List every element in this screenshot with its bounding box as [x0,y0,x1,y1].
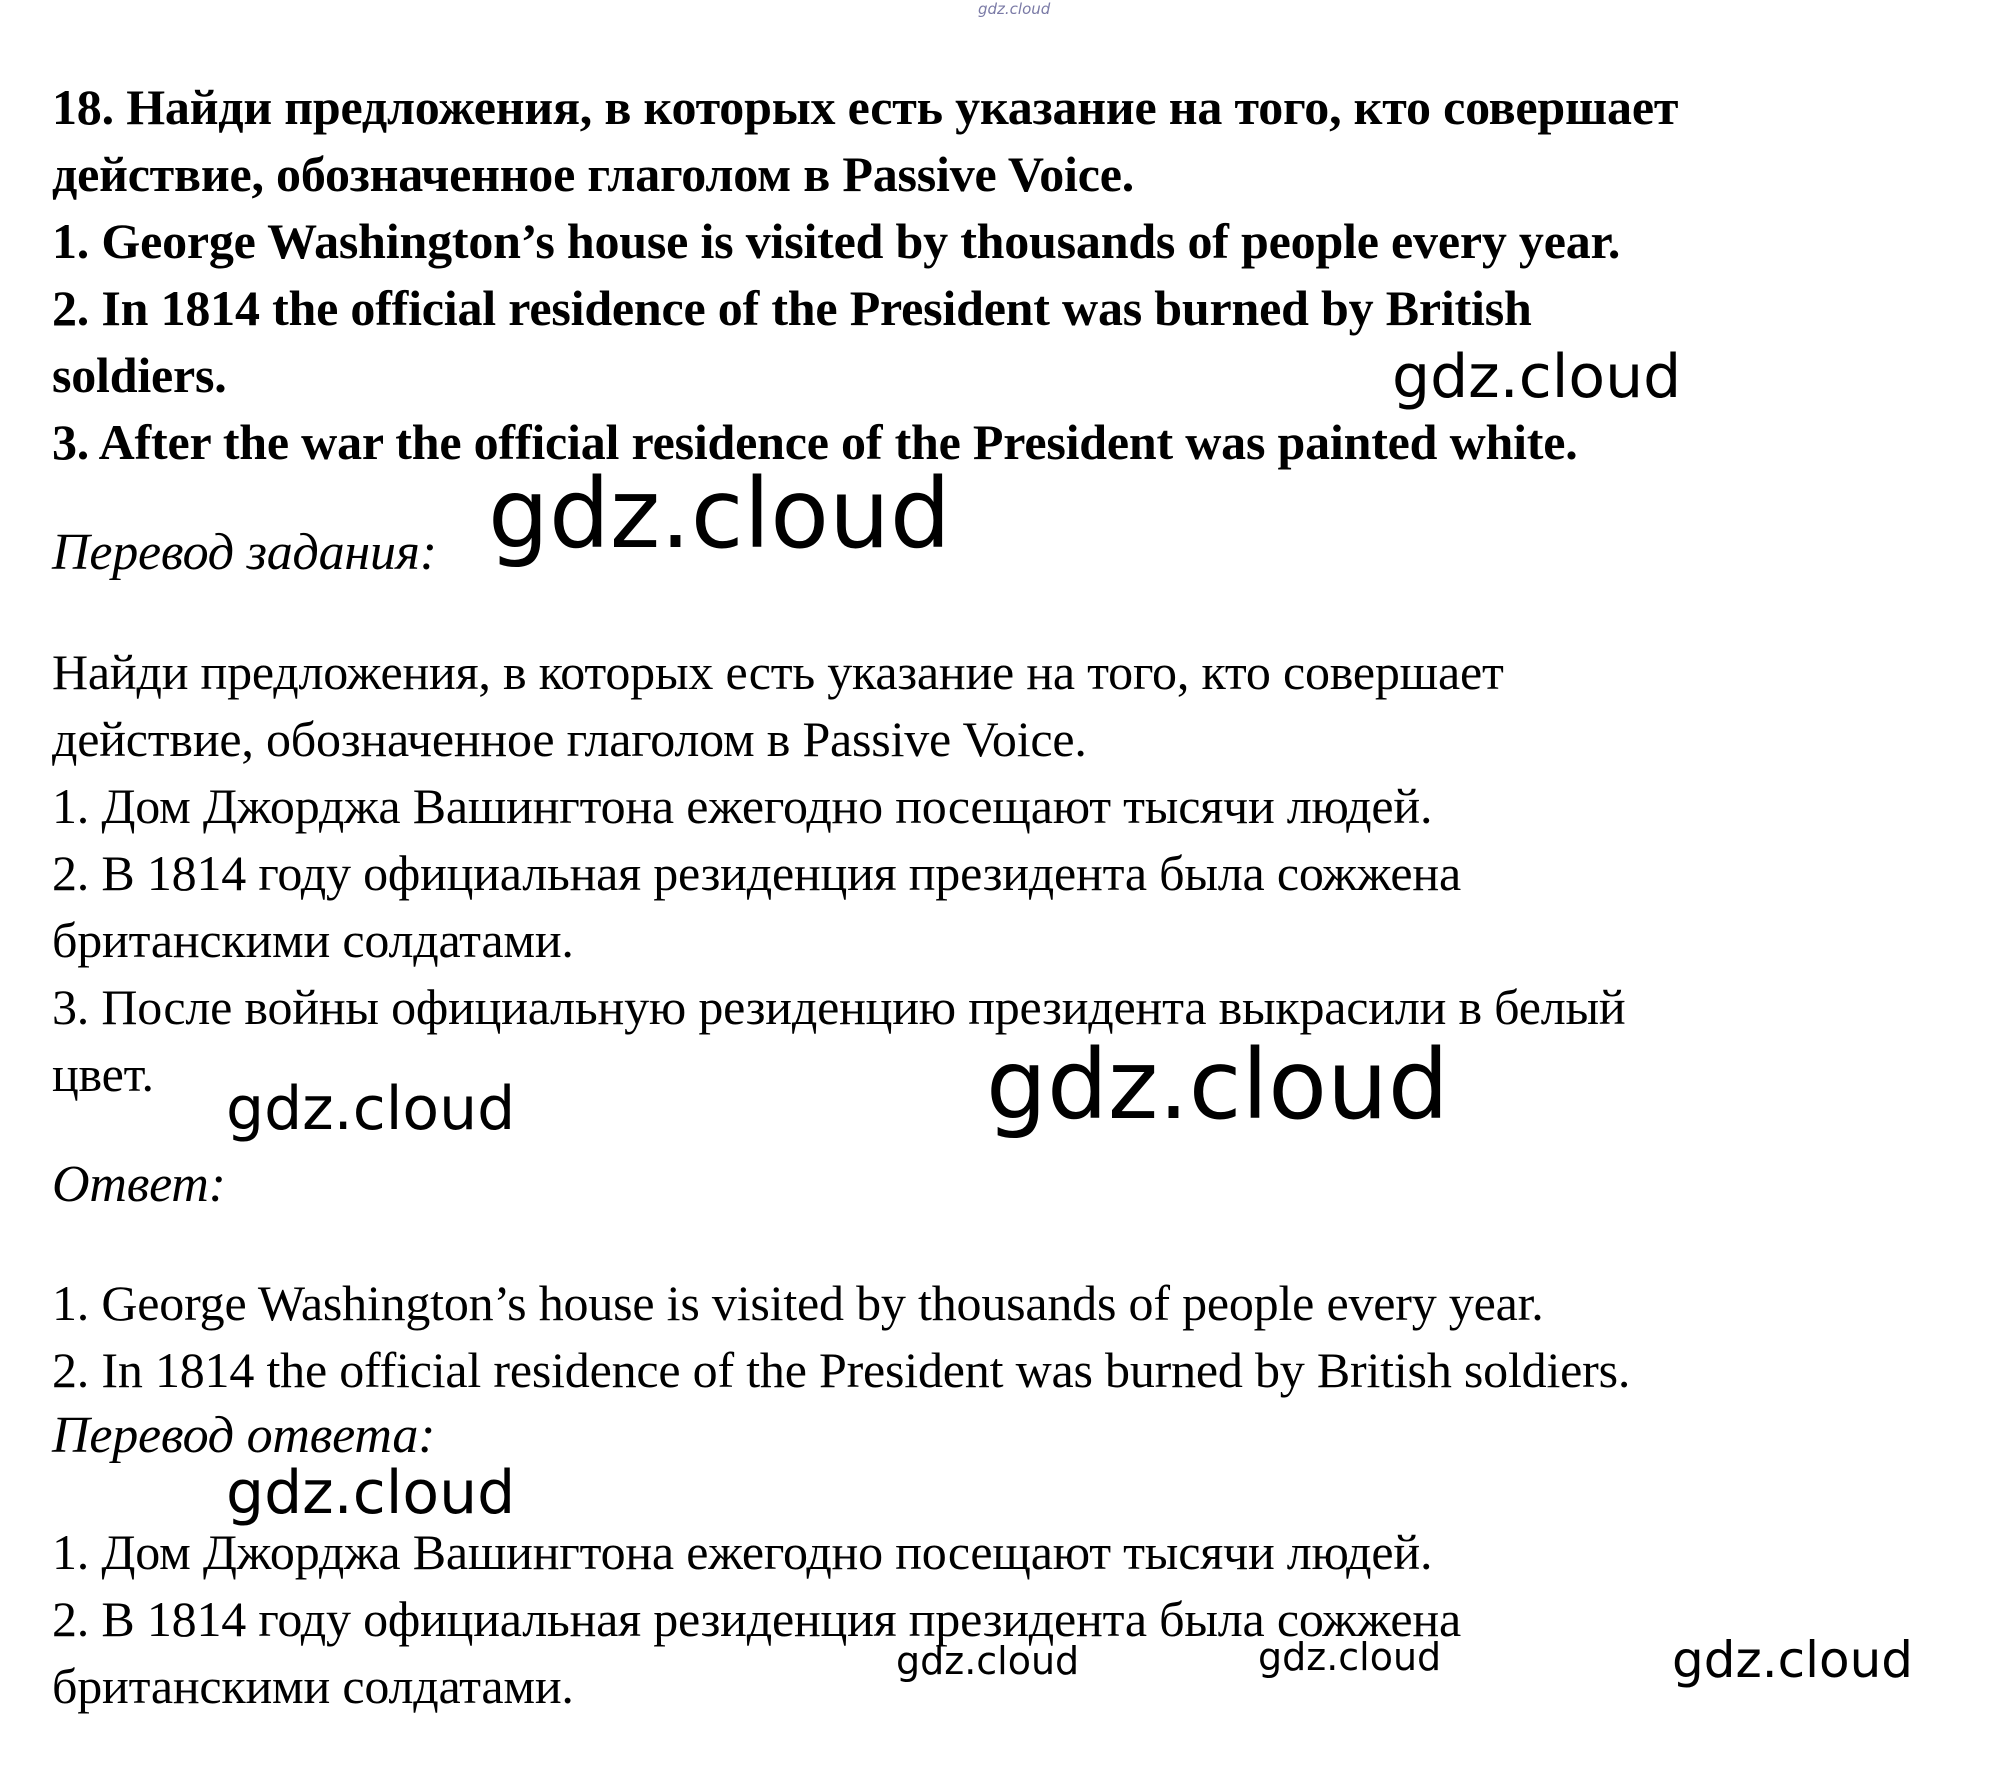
watermark: gdz.cloud [1672,1631,1914,1689]
watermark-top-small: gdz.cloud [978,0,1051,18]
answer-translation-label: Перевод ответа: [52,1407,436,1464]
task-sentence-2: 2. In 1814 the official residence of the President was burned by British [52,280,1532,336]
task-heading-line-2: действие, обозначенное глаголом в Passive Voice. [52,146,1135,202]
task-translation-line-7: цвет. [52,1046,154,1102]
task-translation-line-3: 1. Дом Джорджа Вашингтона ежегодно посещают тысячи людей. [52,778,1433,834]
watermark: gdz.cloud [896,1639,1080,1683]
watermark: gdz.cloud [226,1074,516,1144]
watermark: gdz.cloud [488,458,951,570]
answer-line-1: 1. George Washington’s house is visited by thousands of people every year. [52,1275,1544,1331]
answer-line-2: 2. In 1814 the official residence of the President was burned by British soldiers. [52,1342,1631,1398]
answer-translation-line-2: 2. В 1814 году официальная резиденция президента была сожжена [52,1591,1461,1647]
answer-translation-line-1: 1. Дом Джорджа Вашингтона ежегодно посещают тысячи людей. [52,1524,1433,1580]
watermark: gdz.cloud [986,1029,1449,1141]
watermark: gdz.cloud [1392,342,1682,412]
watermark: gdz.cloud [1258,1635,1442,1679]
answer-label: Ответ: [52,1156,226,1213]
task-sentence-1: 1. George Washington’s house is visited by thousands of people every year. [52,213,1621,269]
task-sentence-3: 3. After the war the official residence of the President was painted white. [52,414,1578,470]
task-heading-line-1: 18. Найди предложения, в которых есть указание на того, кто совершает [52,79,1679,135]
task-translation-line-2: действие, обозначенное глаголом в Passive Voice. [52,711,1087,767]
task-translation-label: Перевод задания: [52,524,437,581]
task-sentence-2-continued: soldiers. [52,347,227,403]
answer-translation-line-3: британскими солдатами. [52,1658,574,1714]
task-translation-line-5: британскими солдатами. [52,912,574,968]
task-translation-line-4: 2. В 1814 году официальная резиденция президента была сожжена [52,845,1461,901]
task-translation-line-1: Найди предложения, в которых есть указание на того, кто совершает [52,644,1504,700]
watermark: gdz.cloud [226,1458,516,1528]
task-translation-line-6: 3. После войны официальную резиденцию президента выкрасили в белый [52,979,1626,1035]
